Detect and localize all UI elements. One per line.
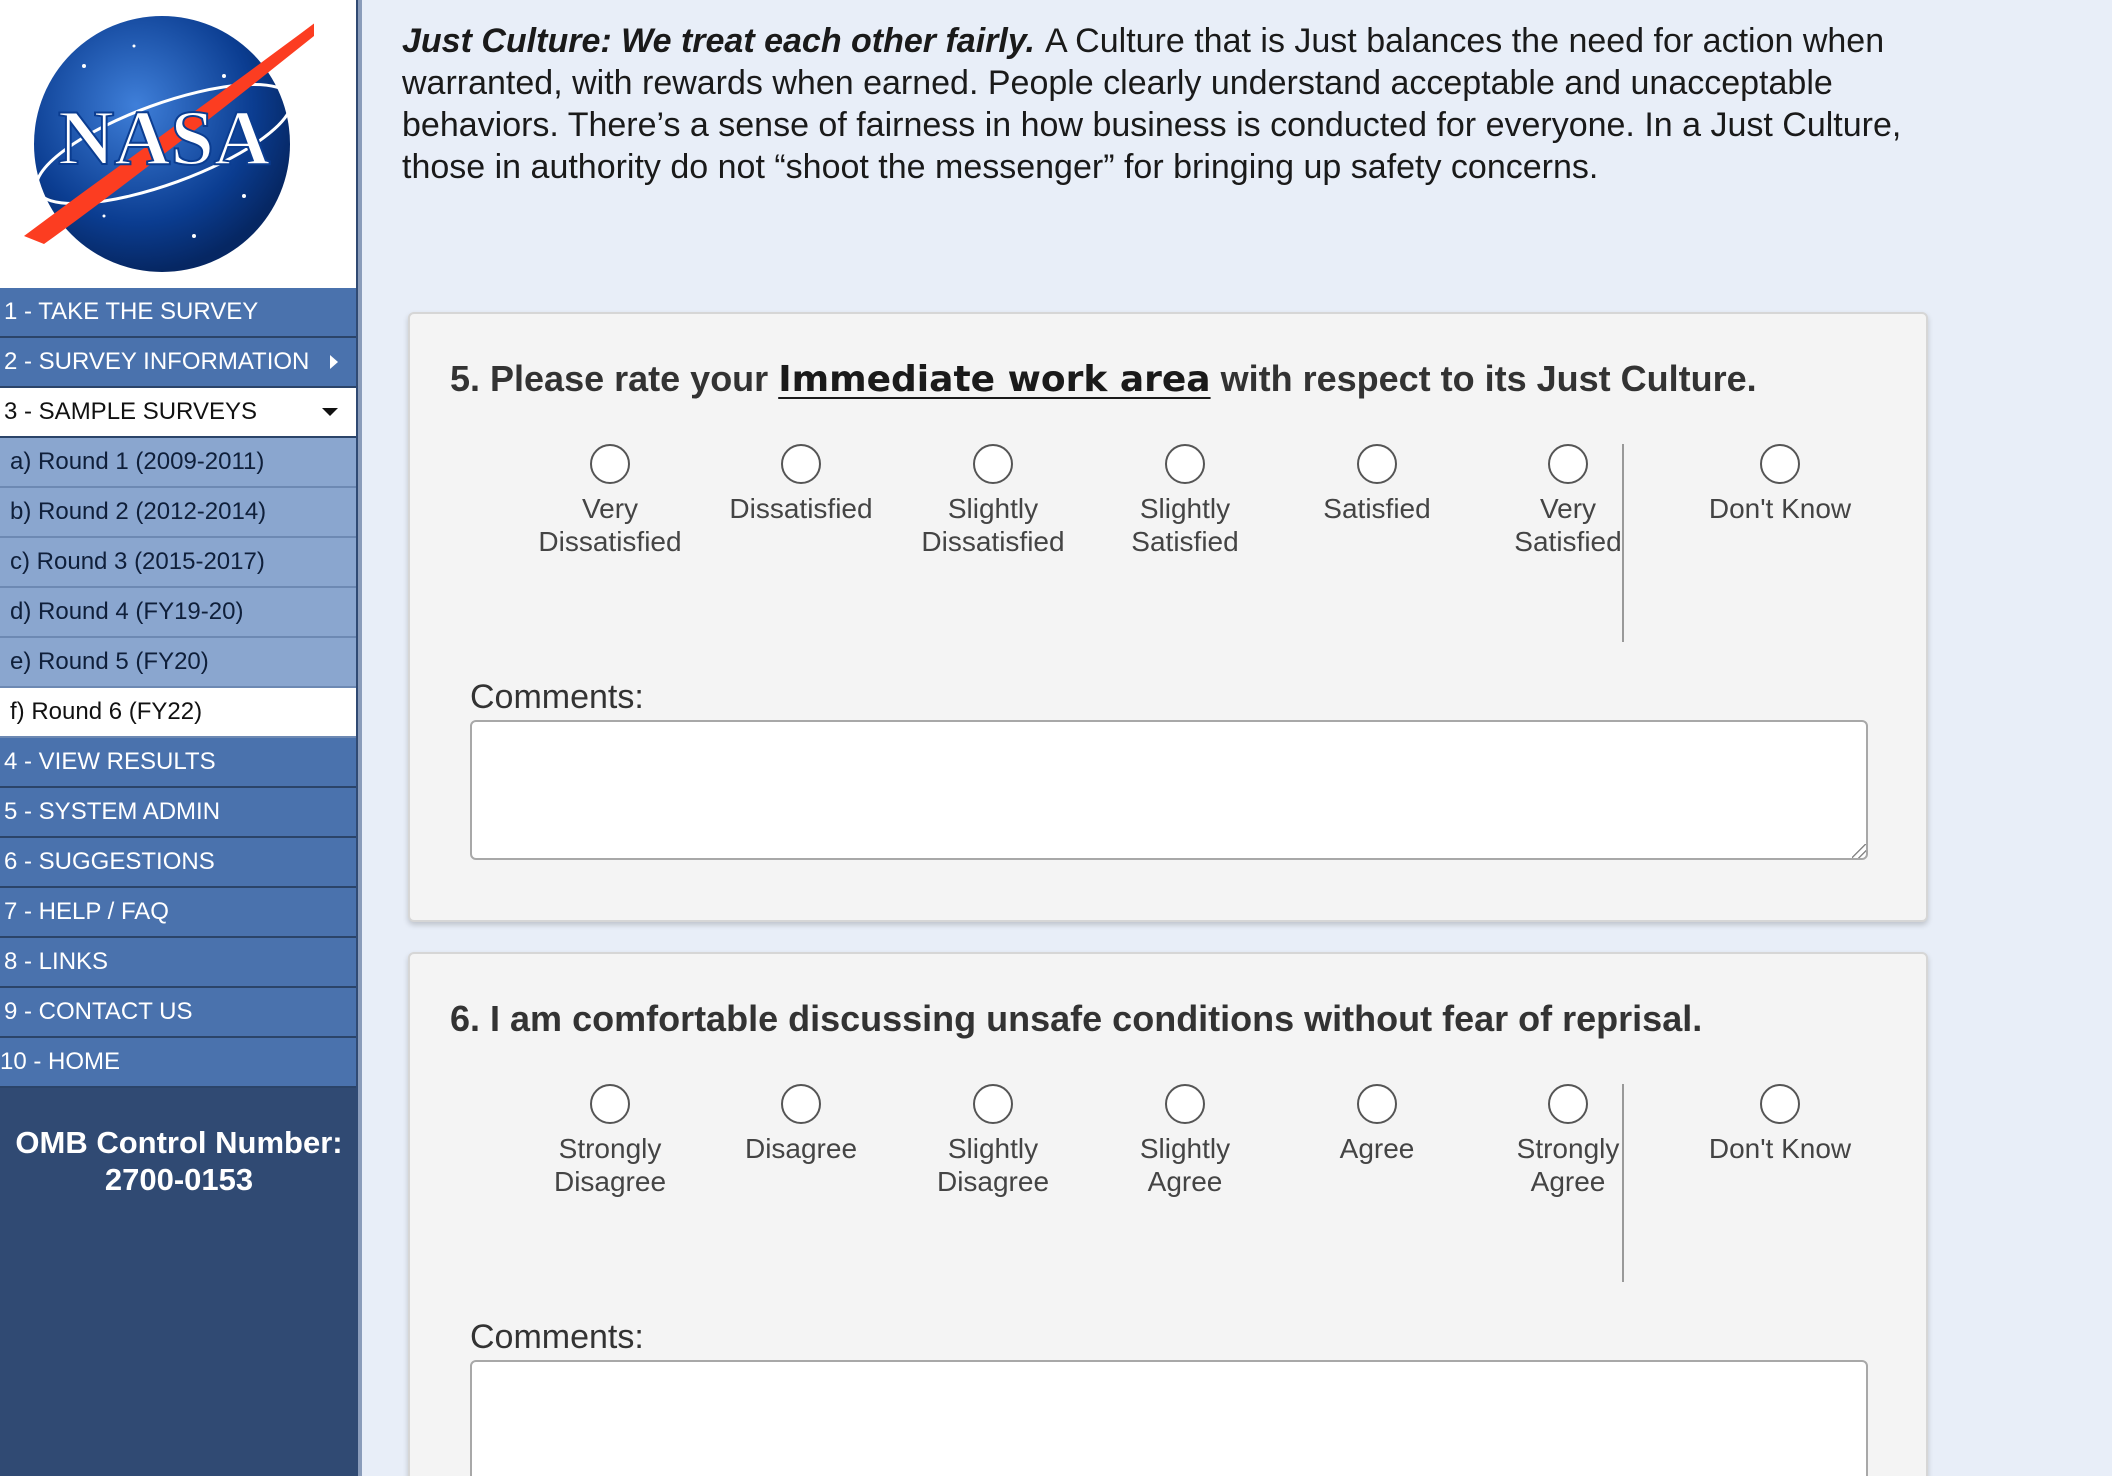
nav-round-2[interactable] xyxy=(0,488,356,538)
nav-round-6[interactable] xyxy=(0,688,356,738)
nav-label: 4 - VIEW RESULTS xyxy=(4,748,216,775)
q6-option-strongly-disagree[interactable] xyxy=(520,1084,700,1198)
resize-handle-icon[interactable] xyxy=(1852,844,1866,858)
scale-divider xyxy=(1622,1084,1624,1282)
omb-control-number xyxy=(0,1124,358,1198)
radio-button[interactable] xyxy=(1548,1084,1588,1124)
nav-label: b) Round 2 (2012-2014) xyxy=(10,498,267,525)
omb-label: OMB Control Number: xyxy=(15,1125,343,1160)
option-label: Slightly Agree xyxy=(1139,1133,1231,1197)
nav-label: 8 - LINKS xyxy=(4,948,109,975)
radio-button[interactable] xyxy=(973,444,1013,484)
radio-button[interactable] xyxy=(1548,444,1588,484)
intro-body: A Culture that is Just balances the need for action when warranted, with rewards when earned. People clearly understand acceptable and unacceptable behaviors. There’s a sense of fairness in how business is conducted for everyone. In a Just Culture, those in authority do not “shoot the messenger” for bringing up safety concerns. xyxy=(402,22,1902,186)
option-label: Satisfied xyxy=(1323,493,1431,524)
option-label: Slightly Disagree xyxy=(936,1133,1050,1197)
option-label: Disagree xyxy=(744,1133,858,1164)
nav-label: 2 - SURVEY INFORMATION xyxy=(4,348,310,375)
nav-round-1[interactable] xyxy=(0,438,356,488)
option-label: Strongly Disagree xyxy=(553,1133,667,1197)
logo-text: NASA xyxy=(57,94,271,181)
radio-button[interactable] xyxy=(781,1084,821,1124)
q5-comments-label: Comments: xyxy=(470,678,644,716)
nav-label: c) Round 3 (2015-2017) xyxy=(10,548,265,575)
nav-label: 9 - CONTACT US xyxy=(4,998,193,1025)
radio-button[interactable] xyxy=(1357,444,1397,484)
q5-emphasis: Immediate work area xyxy=(778,359,1211,400)
option-label: Slightly Dissatisfied xyxy=(921,493,1065,557)
radio-button[interactable] xyxy=(1760,444,1800,484)
radio-button[interactable] xyxy=(973,1084,1013,1124)
nav-label: 7 - HELP / FAQ xyxy=(4,898,169,925)
radio-button[interactable] xyxy=(1357,1084,1397,1124)
question-6-card xyxy=(408,952,1928,1476)
nav-system-admin[interactable] xyxy=(0,788,356,838)
q5-comments-input[interactable] xyxy=(470,720,1868,860)
question-5-scale xyxy=(450,444,1880,644)
nav-label: e) Round 5 (FY20) xyxy=(10,648,209,675)
nav-contact-us[interactable] xyxy=(0,988,356,1038)
question-6-scale xyxy=(450,1084,1880,1284)
question-6-title: 6. I am comfortable discussing unsafe conditions without fear of reprisal. xyxy=(450,998,1703,1039)
q5-option-satisfied[interactable] xyxy=(1287,444,1467,525)
scale-divider xyxy=(1622,444,1624,642)
nav-round-5[interactable] xyxy=(0,638,356,688)
q5-option-slightly-satisfied[interactable] xyxy=(1095,444,1275,558)
nav-links[interactable] xyxy=(0,938,356,988)
nav-help-faq[interactable] xyxy=(0,888,356,938)
nav-label: 10 - HOME xyxy=(0,1048,121,1075)
q6-option-slightly-agree[interactable] xyxy=(1095,1084,1275,1198)
just-culture-intro xyxy=(402,20,1922,188)
option-label: Very Dissatisfied xyxy=(538,493,682,557)
q6-option-disagree[interactable] xyxy=(711,1084,891,1165)
radio-button[interactable] xyxy=(1165,1084,1205,1124)
question-5-title xyxy=(450,358,1757,400)
q6-comments-input[interactable] xyxy=(470,1360,1868,1476)
nav-survey-information[interactable] xyxy=(0,338,356,388)
q6-option-strongly-agree[interactable] xyxy=(1478,1084,1658,1198)
chevron-down-icon xyxy=(322,408,338,416)
q6-option-slightly-disagree[interactable] xyxy=(903,1084,1083,1198)
nasa-logo-icon xyxy=(14,6,314,286)
intro-lead: Just Culture: We treat each other fairly. xyxy=(402,22,1035,60)
option-label: Very Satisfied xyxy=(1514,493,1622,557)
q5-option-very-satisfied[interactable] xyxy=(1478,444,1658,558)
radio-button[interactable] xyxy=(590,1084,630,1124)
nav-round-4[interactable] xyxy=(0,588,356,638)
nav-take-survey[interactable] xyxy=(0,288,356,338)
omb-number: 2700-0153 xyxy=(104,1162,254,1197)
nav-sample-surveys[interactable] xyxy=(0,388,356,438)
nav-home[interactable] xyxy=(0,1038,356,1088)
nav-label: a) Round 1 (2009-2011) xyxy=(10,448,265,475)
nav-label: 1 - TAKE THE SURVEY xyxy=(4,298,259,325)
chevron-right-icon xyxy=(330,355,338,369)
nav-suggestions[interactable] xyxy=(0,838,356,888)
nav-label: f) Round 6 (FY22) xyxy=(10,698,203,725)
nav-label: d) Round 4 (FY19-20) xyxy=(10,598,244,625)
q5-option-dont-know[interactable] xyxy=(1690,444,1870,525)
q6-option-dont-know[interactable] xyxy=(1690,1084,1870,1165)
q6-option-agree[interactable] xyxy=(1287,1084,1467,1165)
option-label: Don't Know xyxy=(1708,1133,1852,1164)
radio-button[interactable] xyxy=(781,444,821,484)
logo-container[interactable] xyxy=(0,0,356,288)
sidebar xyxy=(0,0,362,1476)
option-label: Strongly Agree xyxy=(1516,1133,1620,1197)
nav-label: 6 - SUGGESTIONS xyxy=(4,848,215,875)
nav-round-3[interactable] xyxy=(0,538,356,588)
option-label: Dissatisfied xyxy=(729,493,873,524)
option-label: Agree xyxy=(1339,1133,1415,1164)
option-label: Slightly Satisfied xyxy=(1131,493,1239,557)
option-label: Don't Know xyxy=(1708,493,1852,524)
question-5-card xyxy=(408,312,1928,922)
radio-button[interactable] xyxy=(590,444,630,484)
q6-comments-label: Comments: xyxy=(470,1318,644,1356)
q5-option-very-dissatisfied[interactable] xyxy=(520,444,700,558)
nav-label: 5 - SYSTEM ADMIN xyxy=(4,798,221,825)
q5-option-slightly-dissatisfied[interactable] xyxy=(903,444,1083,558)
nav-view-results[interactable] xyxy=(0,738,356,788)
radio-button[interactable] xyxy=(1165,444,1205,484)
q5-prefix: 5. Please rate your xyxy=(450,358,769,399)
q5-option-dissatisfied[interactable] xyxy=(711,444,891,525)
radio-button[interactable] xyxy=(1760,1084,1800,1124)
nav-label: 3 - SAMPLE SURVEYS xyxy=(4,398,257,425)
q5-suffix: with respect to its Just Culture. xyxy=(1220,358,1757,399)
